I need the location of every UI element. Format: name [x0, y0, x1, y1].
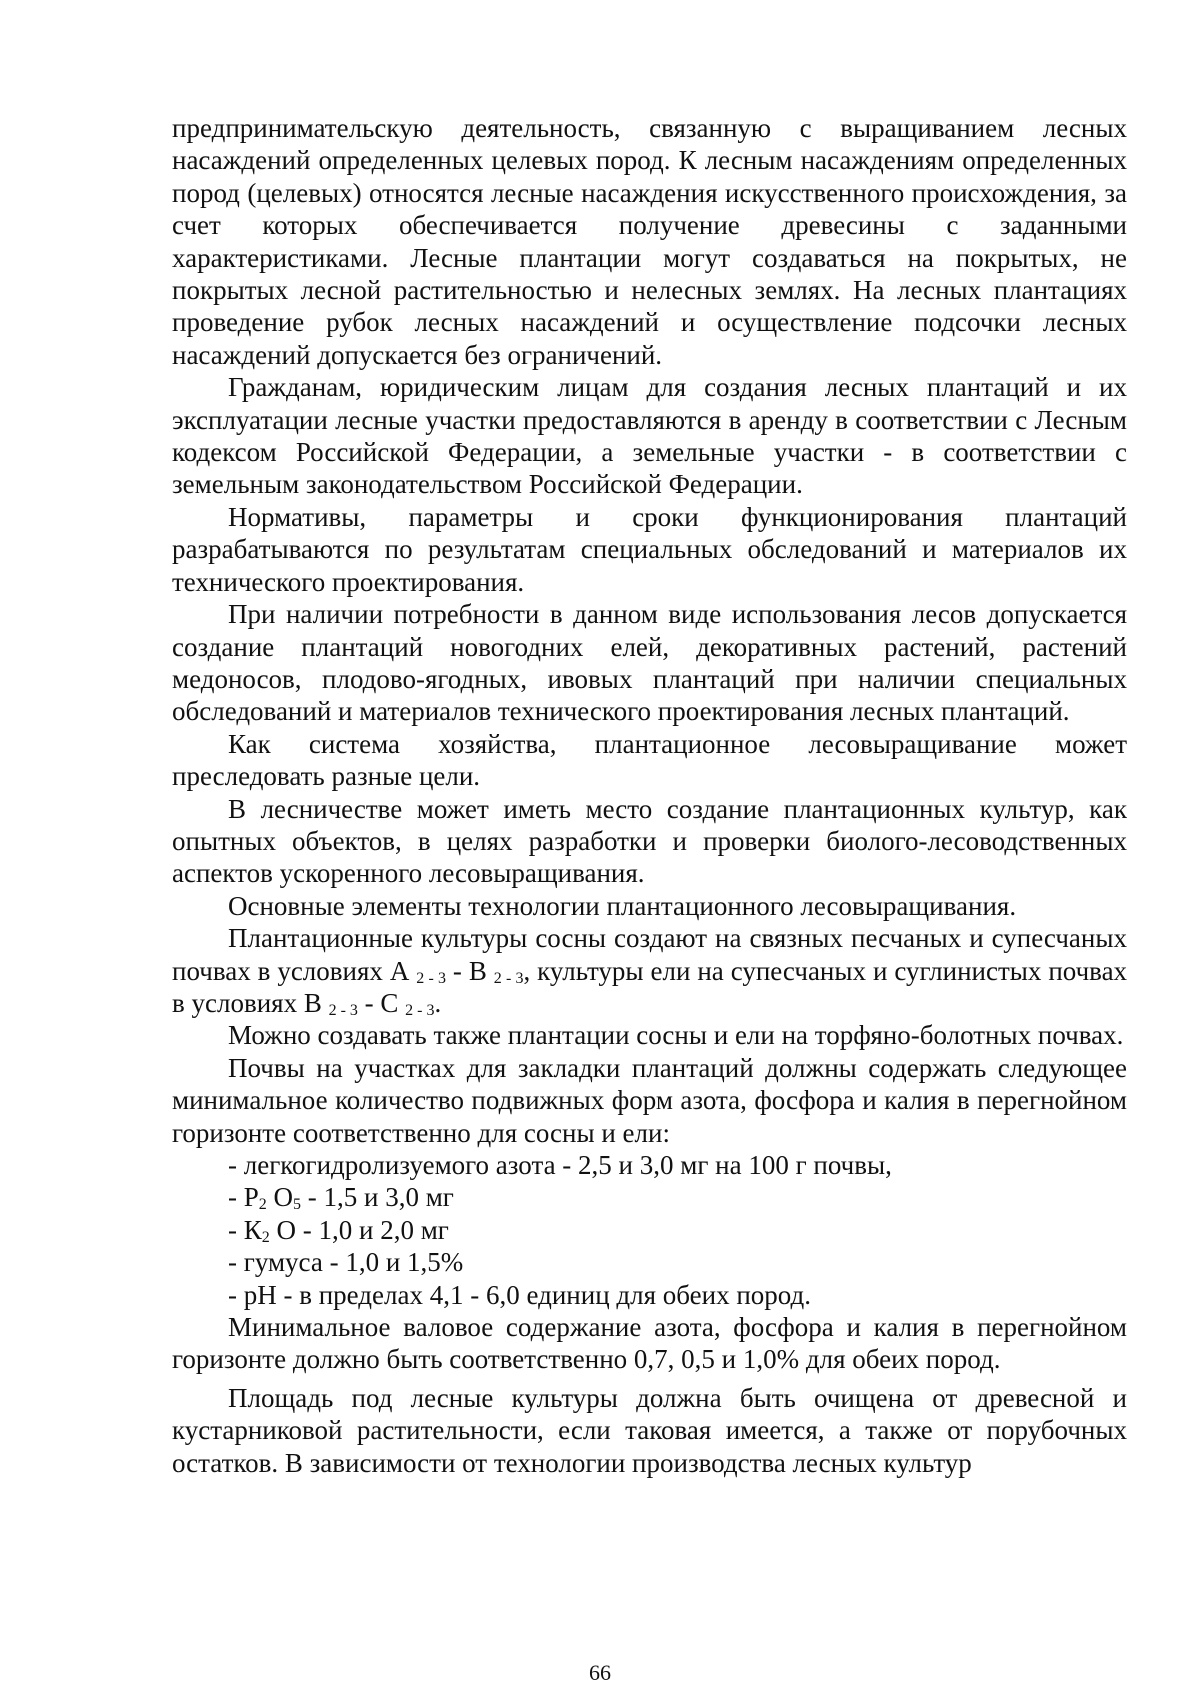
- list-item: - рН - в пределах 4,1 - 6,0 единиц для обеих пород.: [228, 1279, 811, 1310]
- paragraph: Основные элементы технологии плантационного лесовыращивания.: [228, 890, 1017, 921]
- list-item: - легкогидролизуемого азота - 2,5 и 3,0 мг на 100 г почвы,: [228, 1150, 892, 1180]
- list-item: - гумуса - 1,0 и 1,5%: [228, 1247, 464, 1278]
- list-item: - $К_2$ О - 1,0 и 2,0 мг: [228, 1214, 449, 1246]
- paragraph: Почвы на участках для закладки плантаций должны содержать следующее минимальное количество подвижных форм азота, фосфора и калия в перегнойном горизонте соответственно для сосны и ели:: [172, 1052, 1127, 1148]
- list-item: - $Р_2$ $О_5 - 1,5$ и 3,0 мг: [228, 1182, 454, 1214]
- paragraph: При наличии потребности в данном виде использования лесов допускается создание плантаций новогодних елей, декоративных растений, растений медоносов, плодово-ягодных, ивовых плантаций при наличии специальных обследований и материалов технического проектирования лесных плантаций.: [172, 599, 1127, 727]
- page-number: 66: [589, 1660, 611, 1685]
- body-text: [172, 112, 1127, 1479]
- paragraph: Можно создавать также плантации сосны и ели на торфяно-болотных почвах.: [228, 1020, 1124, 1051]
- paragraph: Нормативы, параметры и сроки функционирования плантаций разрабатываются по результатам специальных обследований и материалов их технического проектирования.: [172, 501, 1127, 597]
- paragraph-pine-spruce: Плантационные культуры сосны создают на связных песчаных и супесчаных почвах в условиях А $_{2 - 3}$ - В $_{2 - 3}$, культуры ели на супесчаных и суглинистых почвах в условиях В $_{2 - 3}$ - С $_{2 - 3}$.: [172, 923, 1128, 1019]
- paragraph: Площадь под лесные культуры должна быть очищена от древесной и кустарниковой растительности, если таковая имеется, а также от порубочных остатков. В зависимости от технологии производства лесных культур: [172, 1382, 1127, 1478]
- paragraph: Гражданам, юридическим лицам для создания лесных плантаций и их эксплуатации лесные участки предоставляются в аренду в соответствии с Лесным кодексом Российской Федерации, а земельные участки - в соответствии с земельным законодательством Российской Федерации.: [172, 372, 1127, 500]
- paragraph: Как система хозяйства, плантационное лесовыращивание может преследовать разные цели.: [172, 728, 1127, 792]
- paragraph: Минимальное валовое содержание азота, фосфора и калия в перегнойном горизонте должно быть соответственно 0,7, 0,5 и 1,0% для обеих пород.: [172, 1312, 1127, 1375]
- paragraph: предпринимательскую деятельность, связанную с выращиванием лесных насаждений определенных целевых пород. К лесным насаждениям определенных пород (целевых) относятся лесные насаждения искусственного происхождения, за счет которых обеспечивается получение древесины с заданными характеристиками. Лесные плантации могут создаваться на покрытых, не покрытых лесной растительностью и нелесных землях. На лесных плантациях проведение рубок лесных насаждений и осуществление подсочки лесных насаждений допускается без ограничений.: [172, 113, 1127, 370]
- paragraph: В лесничестве может иметь место создание плантационных культур, как опытных объектов, в целях разработки и проверки биолого-лесоводственных аспектов ускоренного лесовыращивания.: [172, 793, 1127, 889]
